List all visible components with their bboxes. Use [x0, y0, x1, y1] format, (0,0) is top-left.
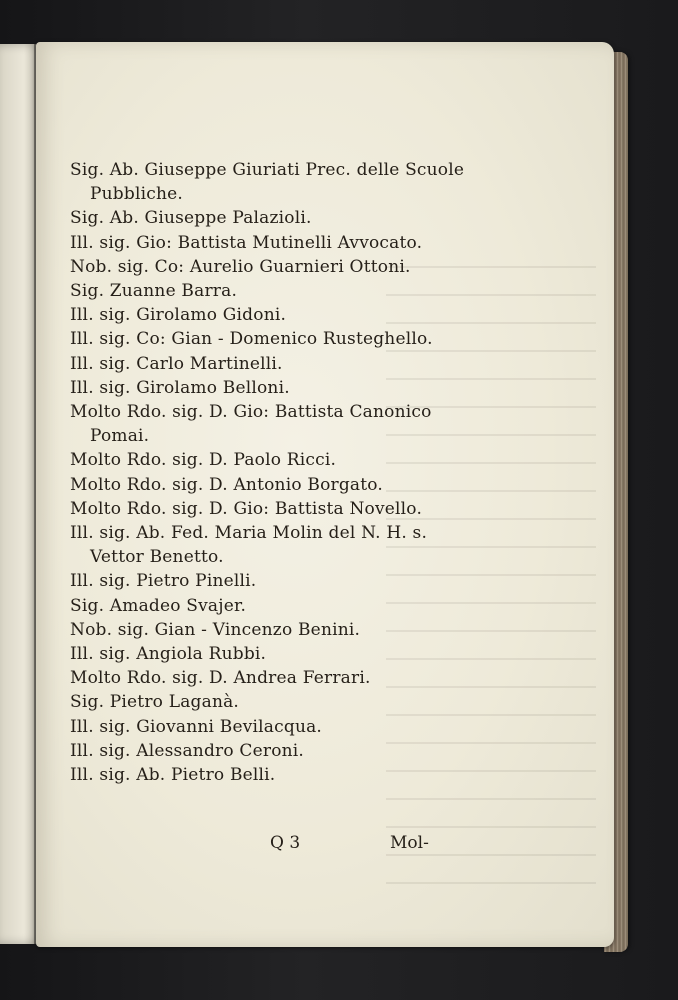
list-item — [70, 352, 430, 376]
list-item — [70, 739, 430, 763]
list-item — [70, 690, 430, 714]
entry-text: Sig. Ab. Giuseppe Palazioli. — [70, 208, 312, 229]
entry-text: Sig. Zuanne Barra. — [70, 281, 238, 302]
entry-continuation: Pubbliche. — [90, 184, 183, 205]
entry-continuation: Pomai. — [90, 426, 150, 447]
list-item — [70, 569, 430, 593]
signature-mark: Q 3 — [270, 833, 301, 853]
entry-text: Ill. sig. Ab. Pietro Belli. — [70, 765, 276, 786]
entry-text: Ill. sig. Carlo Martinelli. — [70, 353, 283, 374]
list-item — [70, 448, 430, 472]
entry-text: Sig. Pietro Laganà. — [70, 692, 240, 713]
entry-text: Molto Rdo. sig. D. Andrea Ferrari. — [70, 668, 371, 689]
list-item — [70, 666, 430, 690]
list-item — [70, 255, 430, 279]
list-item — [70, 376, 430, 400]
entry-text: Molto Rdo. sig. D. Gio: Battista Novello. — [70, 498, 423, 519]
entry-text: Ill. sig. Ab. Fed. Maria Molin del N. H. s. — [70, 523, 428, 544]
list-item — [70, 642, 430, 666]
entry-continuation: Vettor Benetto. — [90, 547, 224, 568]
list-item — [70, 400, 430, 448]
entry-text: Molto Rdo. sig. D. Paolo Ricci. — [70, 450, 337, 471]
entry-text: Nob. sig. Co: Aurelio Guarnieri Ottoni. — [70, 256, 411, 277]
list-item — [70, 206, 430, 230]
list-item — [70, 231, 430, 255]
list-item — [70, 763, 430, 787]
list-item — [70, 521, 430, 569]
entry-text: Ill. sig. Co: Gian - Domenico Rusteghello. — [70, 329, 433, 350]
subscriber-list — [70, 158, 465, 787]
list-item — [70, 497, 430, 521]
list-item — [70, 327, 433, 351]
list-item — [70, 618, 430, 642]
entry-text: Ill. sig. Angiola Rubbi. — [70, 644, 267, 665]
entry-text: Ill. sig. Alessandro Ceroni. — [70, 740, 305, 761]
entry-text: Molto Rdo. sig. D. Antonio Borgato. — [70, 474, 384, 495]
book-page — [36, 42, 614, 947]
catchword: Mol- — [390, 833, 429, 853]
entry-text: Ill. sig. Pietro Pinelli. — [70, 571, 257, 592]
entry-text: Ill. sig. Giovanni Bevilacqua. — [70, 716, 323, 737]
list-item — [70, 279, 430, 303]
list-item — [70, 715, 430, 739]
entry-text: Ill. sig. Girolamo Gidoni. — [70, 305, 287, 326]
list-item — [70, 158, 465, 206]
entry-text: Nob. sig. Gian - Vincenzo Benini. — [70, 619, 361, 640]
list-item — [70, 594, 430, 618]
entry-text: Sig. Ab. Giuseppe Giuriati Prec. delle Scuole — [70, 160, 465, 180]
entry-text: Molto Rdo. sig. D. Gio: Battista Canonico — [70, 402, 432, 423]
list-item — [70, 303, 430, 327]
entry-text: Ill. sig. Gio: Battista Mutinelli Avvocato. — [70, 232, 423, 253]
entry-text: Ill. sig. Girolamo Belloni. — [70, 377, 290, 398]
entry-text: Sig. Amadeo Svajer. — [70, 595, 247, 616]
list-item — [70, 473, 430, 497]
